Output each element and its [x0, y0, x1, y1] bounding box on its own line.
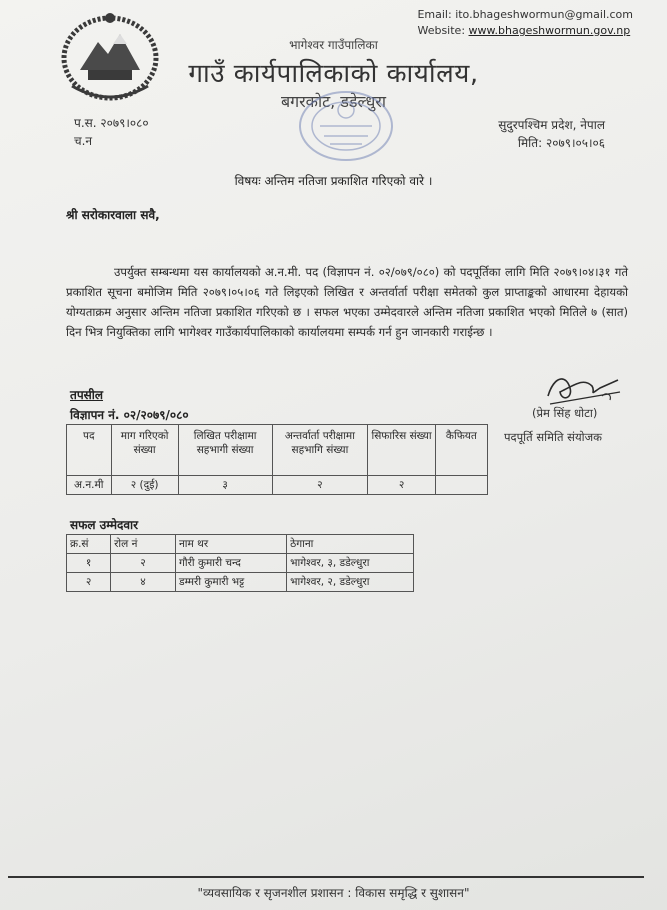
signatory-name: (प्रेम सिंह धोटा)	[532, 406, 598, 420]
office-stamp-icon	[296, 86, 396, 166]
letter-body: उपर्युक्त सम्बन्धमा यस कार्यालयको अ.न.मी. पद (विज्ञापन नं. ०२/०७९/०८०) को पदपूर्तिका लागि मिति २०७९।०४।३१ गते प्रकाशित सूचना बमोजिम मिति २०७९।०५।०६ गते लिइएको लिखित र अन्तर्वार्ता परीक्षा समेतको कुल प्राप्ताङ्कको आधारमा देहायको योग्यताक्रम अनुसार अन्तिम नतिजा प्रकाशित गरिएको छ । सफल भएका उम्मेदवारले अन्तिम नतिजा प्रकाशित भएको मितिले ७ (सात) दिन भित्र नियुक्तिका लागि भागेश्वर गाउँकार्यपालिकाको कार्यालयमा सम्पर्क गर्न हुन जानकारी गराईन्छ ।	[66, 265, 628, 339]
province-name: सुदुरपश्चिम प्रदेश, नेपाल	[498, 118, 605, 132]
table-cell	[435, 476, 487, 495]
details-header-row	[67, 425, 488, 476]
table-header: माग गरिएको संख्या	[111, 425, 178, 476]
table-cell: गौरी कुमारी चन्द	[175, 554, 286, 573]
signatory-title: पदपूर्ति समिति संयोजक	[504, 430, 602, 444]
table-header: रोल नं	[111, 535, 176, 554]
table-header: सिफारिस संख्या	[368, 425, 435, 476]
table-cell: २ (दुई)	[111, 476, 178, 495]
email-text: Email: ito.bhageshwormun@gmail.com	[417, 8, 633, 21]
footer-divider	[8, 876, 644, 878]
table-cell: भागेश्वर, २, डडेल्धुरा	[287, 573, 414, 592]
municipality-name: भागेश्वर गाउँपालिका	[289, 38, 378, 52]
salutation: श्री सरोकारवाला सवै,	[66, 208, 160, 222]
letter-date: मिति: २०७९।०५।०६	[517, 136, 605, 150]
table-cell: ४	[111, 573, 176, 592]
website-label: Website:	[417, 24, 469, 37]
table-cell: अ.न.मी	[67, 476, 112, 495]
table-cell: डम्मरी कुमारी भट्ट	[175, 573, 286, 592]
table-cell: २	[368, 476, 435, 495]
details-table	[66, 424, 488, 495]
website-link[interactable]: www.bhageshwormun.gov.np	[468, 24, 631, 37]
office-title: गाउँ कार्यपालिकाको कार्यालय,	[188, 59, 479, 89]
table-cell: १	[67, 554, 111, 573]
table-row	[67, 573, 414, 592]
table-header: क्र.सं	[67, 535, 111, 554]
table-header: कैफियत	[435, 425, 487, 476]
successful-title: सफल उम्मेदवार	[70, 518, 139, 532]
footer-motto: "व्यवसायिक र सृजनशील प्रशासन : विकास समृद्धि र सुशासन"	[197, 886, 470, 900]
table-cell: भागेश्वर, ३, डडेल्धुरा	[287, 554, 414, 573]
dispatch-number: च.न	[74, 134, 93, 148]
office-address: बगरकोट, डडेल्धुरा	[280, 92, 386, 111]
successful-table	[66, 534, 414, 592]
table-header: ठेगाना	[287, 535, 414, 554]
table-cell: २	[111, 554, 176, 573]
table-header: अन्तर्वार्ता परीक्षामा सहभागि संख्या	[272, 425, 368, 476]
table-header: लिखित परीक्षामा सहभागी संख्या	[178, 425, 272, 476]
details-title: तपसील	[70, 388, 104, 402]
reference-number: प.स. २०७९।०८०	[74, 116, 149, 130]
table-header: पद	[67, 425, 112, 476]
table-row	[67, 476, 488, 495]
table-cell: ३	[178, 476, 272, 495]
table-cell: २	[67, 573, 111, 592]
table-header: नाम थर	[175, 535, 286, 554]
successful-header-row	[67, 535, 414, 554]
table-cell: २	[272, 476, 368, 495]
advertisement-number: विज्ञापन नं. ०२/२०७९/०८०	[70, 408, 189, 422]
contact-info	[417, 7, 633, 39]
table-row	[67, 554, 414, 573]
letter-subject: विषयः अन्तिम नतिजा प्रकाशित गरिएको वारे ।	[234, 174, 433, 188]
